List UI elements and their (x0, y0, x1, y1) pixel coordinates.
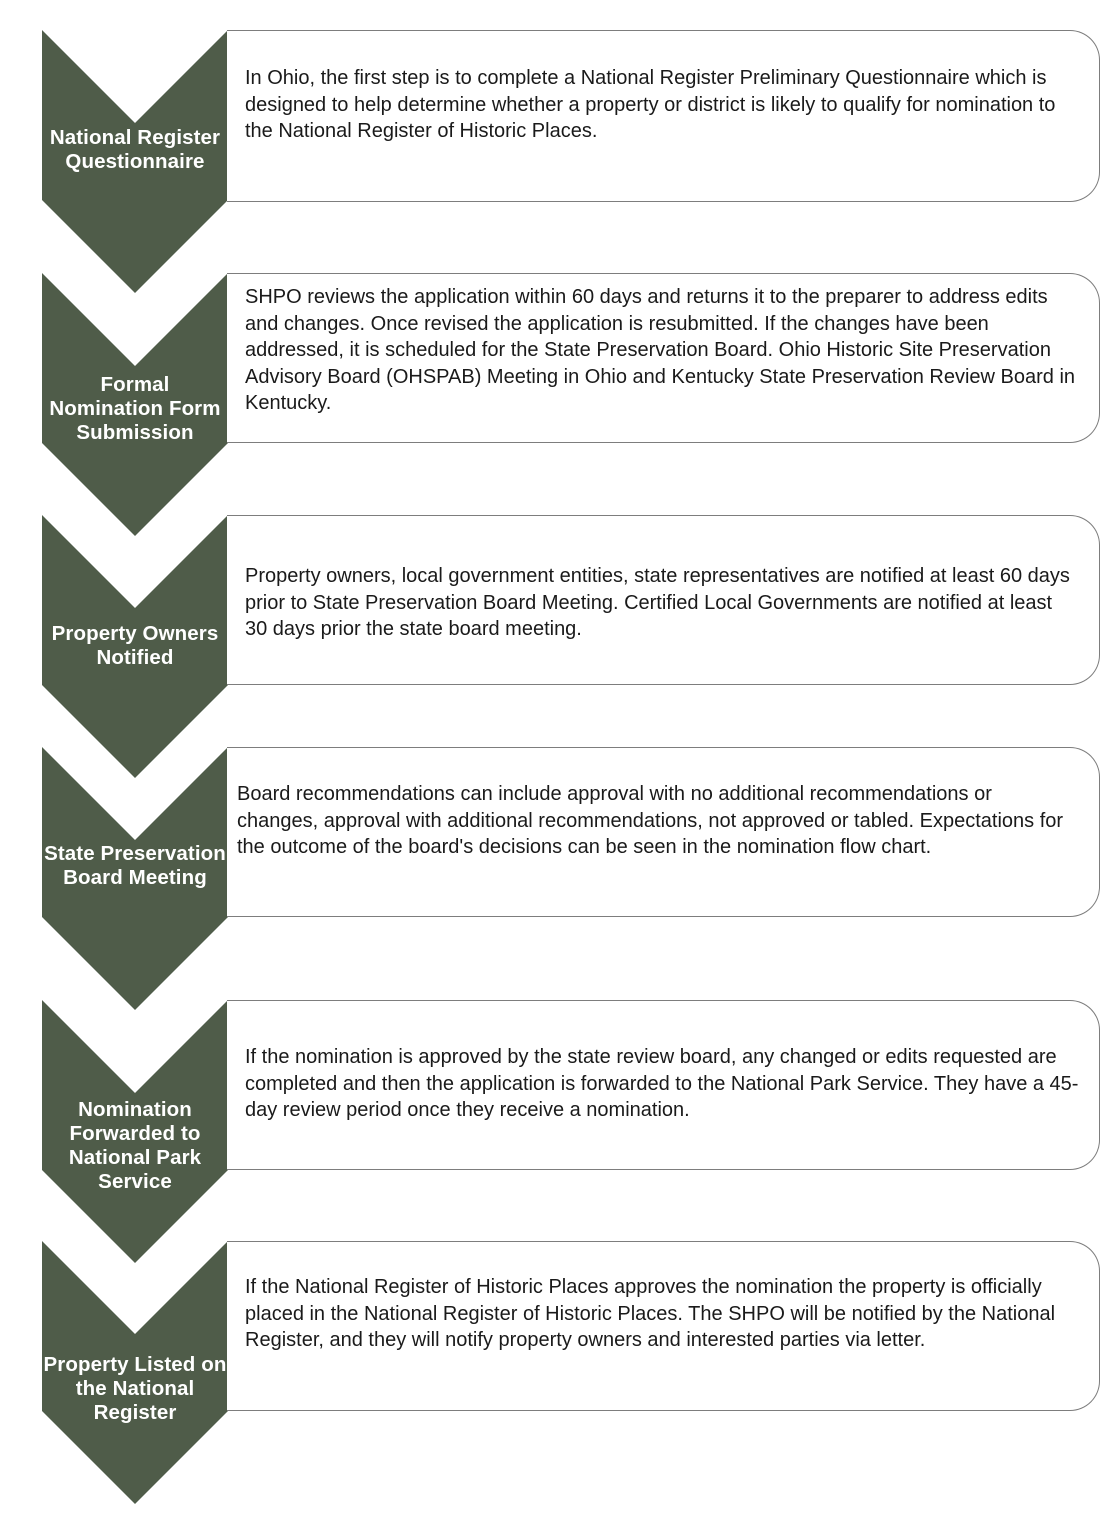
step-description: Property owners, local government entities, state representatives are notified at least 60 days prior to State Preservation Board Meeting. Certified Local Governments are notified at least 30 days prior the state board meeting. (245, 565, 1070, 640)
step-label: Property Listed on the National Register (43, 1353, 227, 1424)
step-description: Board recommendations can include approval with no additional recommendations or changes, approval with additional recommendations, not approved or tabled. Expectations for the outcome of the board's decisions can be seen in the nomination flow chart. (237, 783, 1064, 858)
step-label: State Preservation Board Meeting (44, 842, 226, 889)
step-label: National Register Questionnaire (49, 126, 221, 173)
step-description-box (227, 1241, 1100, 1411)
step-description: SHPO reviews the application within 60 days and returns it to the preparer to address edits and changes. Once revised the application is resubmitted. If the changes have been addressed, it is scheduled for the State Preservation Board. Ohio Historic Site Preservation Advisory Board (OHSPAB) Meeting in Ohio and Kentucky State Preservation Review Board in Kentucky. (245, 286, 1076, 414)
step-description-box (227, 747, 1100, 917)
step-description: If the nomination is approved by the state review board, any changed or edits requested are completed and then the application is forwarded to the National Park Service. They have a 45-day review period once they receive a nomination. (245, 1046, 1079, 1121)
step-description: If the National Register of Historic Places approves the nomination the property is officially placed in the National Register of Historic Places. The SHPO will be notified by the National Register, and they will notify property owners and interested parties via letter. (245, 1276, 1056, 1351)
flow-step-board-meeting (0, 747, 1118, 1017)
step-description-box (227, 1000, 1100, 1170)
flow-step-listed (0, 1241, 1118, 1511)
step-description-box (227, 30, 1100, 202)
step-description: In Ohio, the first step is to complete a National Register Preliminary Questionnaire which is designed to help determine whether a property or district is likely to qualify for nomination to the National Register of Historic Places. (245, 67, 1056, 142)
flow-step-forwarded-nps (0, 1000, 1118, 1270)
step-label: Nomination Forwarded to National Park Service (68, 1098, 202, 1193)
flow-step-questionnaire (0, 30, 1118, 300)
step-description-box (227, 515, 1100, 685)
flow-step-formal-nomination (0, 273, 1118, 543)
step-description-box (227, 273, 1100, 443)
step-label: Formal Nomination Form Submission (49, 373, 221, 444)
flow-step-owners-notified (0, 515, 1118, 785)
step-label: Property Owners Notified (51, 622, 219, 669)
